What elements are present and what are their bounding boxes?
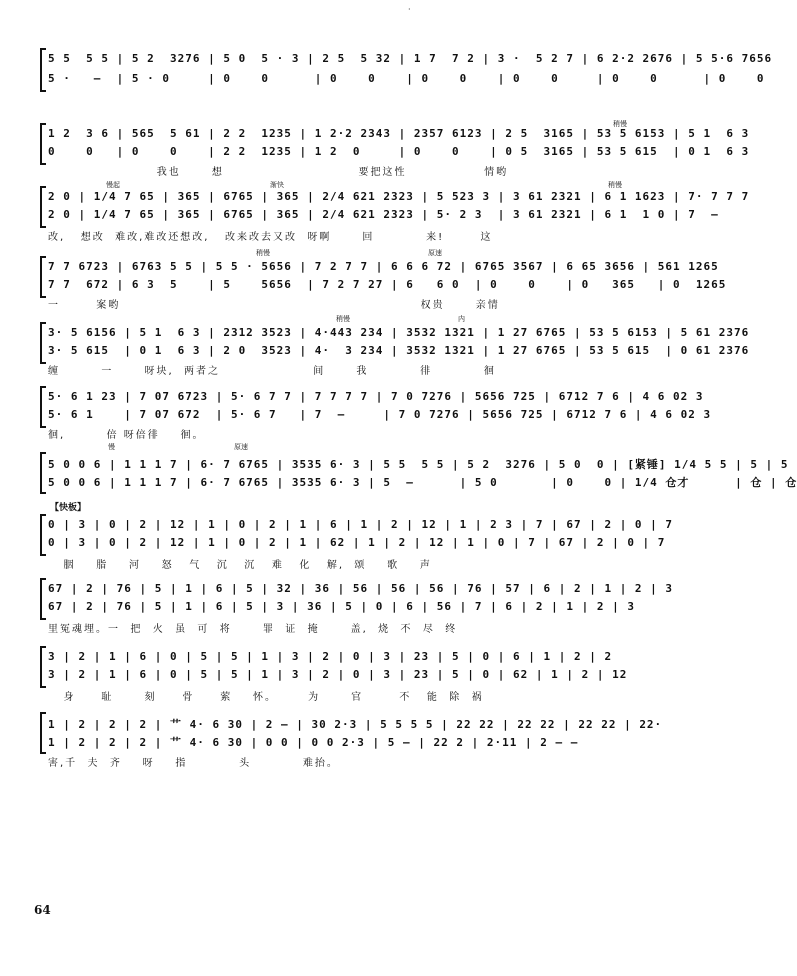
lower-part: 5 0 0 6 | 1 1 1 7 | 6· 7 6765 | 3535 6· 3 | 5 — | 5 0 | 0 0 | 1/4 仓才 | 仓 | 仓 [48, 476, 797, 489]
lower-part: 7 7 672 | 6 3 5 | 5 5656 | 7 2 7 27 | 6 6 0 | 0 0 | 0 365 | 0 1265 [48, 278, 727, 291]
lower-part: 0 | 3 | 0 | 2 | 12 | 1 | 0 | 2 | 1 | 62 | 1 | 2 | 12 | 1 | 0 | 7 | 67 | 2 | 0 | 7 [48, 536, 666, 549]
score-system [48, 120, 750, 181]
upper-part: 5· 6 1 23 | 7 07 6723 | 5· 6 7 7 | 7 7 7 7 | 7 0 7276 | 5656 725 | 6712 7 6 | 4 6 02 3 [48, 390, 704, 403]
lower-part: 5 · — | 5 · 0 | 0 0 | 0 0 | 0 0 | 0 0 | 0 0 | 0 0 [48, 72, 765, 85]
score-system [48, 514, 674, 571]
lyrics-line: 害,千 夫 齐 呀 指 头 难抬。 [48, 758, 339, 769]
score-system [48, 646, 662, 702]
tempo-mark: 原速 [428, 249, 442, 257]
system-brace [40, 322, 46, 364]
tempo-mark: 稍慢 [336, 315, 350, 323]
upper-part: 3· 5 6156 | 5 1 6 3 | 2312 3523 | 4·443 234 | 3532 1321 | 1 27 6765 | 53 5 6153 | 5 61 2376 [48, 326, 750, 339]
lower-part: 2 0 | 1/4 7 65 | 365 | 6765 | 365 | 2/4 621 2323 | 5· 2 3 | 3 61 2321 | 6 1 1 0 | 7 — [48, 208, 719, 221]
score-system [48, 48, 773, 96]
lyrics-line: 一 案哟 权贵 亲情 [48, 300, 500, 311]
score-system [48, 249, 727, 316]
tempo-mark: 稍慢 [613, 120, 627, 128]
lower-part: 67 | 2 | 76 | 5 | 1 | 6 | 5 | 3 | 36 | 5 | 0 | 6 | 56 | 7 | 6 | 2 | 1 | 2 | 3 [48, 600, 635, 613]
upper-part: 67 | 2 | 76 | 5 | 1 | 6 | 5 | 32 | 36 | 56 | 56 | 56 | 76 | 57 | 6 | 2 | 1 | 2 | 3 [48, 582, 674, 595]
score-system [48, 443, 797, 494]
score-system [48, 578, 674, 635]
system-brace [40, 514, 46, 556]
score-system [48, 315, 750, 380]
upper-part: 1 | 2 | 2 | 2 | 艹 4· 6 30 | 2 — | 30 2·3 | 5 5 5 5 | 22 22 | 22 22 | 22 22 | 22· [48, 718, 663, 731]
upper-part: 7 7 6723 | 6763 5 5 | 5 5 · 5656 | 7 2 7 7 | 6 6 6 72 | 6765 3567 | 6 65 3656 | 561 1265 [48, 260, 719, 273]
page-number: 64 [34, 903, 51, 917]
tempo-mark: 稍慢 [256, 249, 270, 257]
lyrics-line: 身 耻 刻 骨 萦 怀。 为 官 不 能 除 祸 [48, 692, 484, 703]
lower-part: 1 | 2 | 2 | 2 | 艹 4· 6 30 | 0 0 | 0 0 2·3 | 5 — | 22 2 | 2·11 | 2 — — [48, 736, 579, 749]
system-brace [40, 48, 46, 92]
system-brace [40, 186, 46, 228]
score-system [48, 386, 712, 442]
lower-part: 0 0 | 0 0 | 2 2 1235 | 1 2 0 | 0 0 | 0 5 3165 | 53 5 615 | 0 1 6 3 [48, 145, 750, 158]
system-brace [40, 123, 46, 165]
lyrics-line: 缠 一 呀块, 两者之 间 我 徘 徊 [48, 366, 496, 377]
system-brace [40, 386, 46, 428]
system-brace [40, 452, 46, 494]
stray-dot: · [408, 5, 411, 14]
tempo-mark: 原速 [234, 443, 248, 451]
tempo-mark: 稍慢 [608, 181, 622, 189]
lower-part: 5· 6 1 | 7 07 672 | 5· 6 7 | 7 — | 7 0 7276 | 5656 725 | 6712 7 6 | 4 6 02 3 [48, 408, 712, 421]
lyrics-line: 徊, 倍 呀倍徘 徊。 [48, 430, 205, 441]
tempo-mark: 渐快 [270, 181, 284, 189]
tempo-mark: 慢起 [106, 181, 120, 189]
lower-part: 3· 5 615 | 0 1 6 3 | 2 0 3523 | 4· 3 234 | 3532 1321 | 1 27 6765 | 53 5 615 | 0 61 2376 [48, 344, 750, 357]
upper-part: 1 2 3 6 | 565 5 61 | 2 2 1235 | 1 2·2 2343 | 2357 6123 | 2 5 3165 | 53 5 6153 | 5 1 6 3 [48, 127, 750, 140]
upper-part: 2 0 | 1/4 7 65 | 365 | 6765 | 365 | 2/4 621 2323 | 5 523 3 | 3 61 2321 | 6 1 1623 | 7· 7 7 7 [48, 190, 750, 203]
lyrics-line: 胭 脂 河 怒 气 沉 沉 难 化 解, 颂 歌 声 [48, 560, 432, 571]
lyrics-line: 我也 想 要把这性 情哟 [48, 167, 509, 178]
tempo-mark: 慢 [108, 443, 115, 451]
upper-part: 5 0 0 6 | 1 1 1 7 | 6· 7 6765 | 3535 6· 3 | 5 5 5 5 | 5 2 3276 | 5 0 0 | [紧锤] 1/4 5 5 | 5 | 5 [48, 458, 789, 471]
system-brace [40, 578, 46, 620]
upper-part: 0 | 3 | 0 | 2 | 12 | 1 | 0 | 2 | 1 | 6 | 1 | 2 | 12 | 1 | 2 3 | 7 | 67 | 2 | 0 | 7 [48, 518, 674, 531]
upper-part: 5 5 5 5 | 5 2 3276 | 5 0 5 · 3 | 2 5 5 32 | 1 7 7 2 | 3 · 5 2 7 | 6 2·2 2676 | 5 5·6 7656 [48, 52, 773, 65]
system-brace [40, 712, 46, 754]
system-brace [40, 646, 46, 688]
score-system [48, 181, 750, 246]
score-system [48, 712, 662, 770]
tempo-mark: 内 [458, 315, 465, 323]
lyrics-line: 改, 想改 难改,难改还想改, 改来改去又改 呀啊 回 来! 这 [48, 232, 493, 243]
system-brace [40, 256, 46, 298]
lower-part: 3 | 2 | 1 | 6 | 0 | 5 | 5 | 1 | 3 | 2 | 0 | 3 | 23 | 5 | 0 | 62 | 1 | 2 | 12 [48, 668, 628, 681]
upper-part: 3 | 2 | 1 | 6 | 0 | 5 | 5 | 1 | 3 | 2 | 0 | 3 | 23 | 5 | 0 | 6 | 1 | 2 | 2 [48, 650, 613, 663]
section-label: 【快板】 [50, 503, 87, 513]
lyrics-line: 里冤魂埋。一 把 火 虽 可 将 罪 证 掩 盖, 烧 不 尽 终 [48, 624, 458, 635]
